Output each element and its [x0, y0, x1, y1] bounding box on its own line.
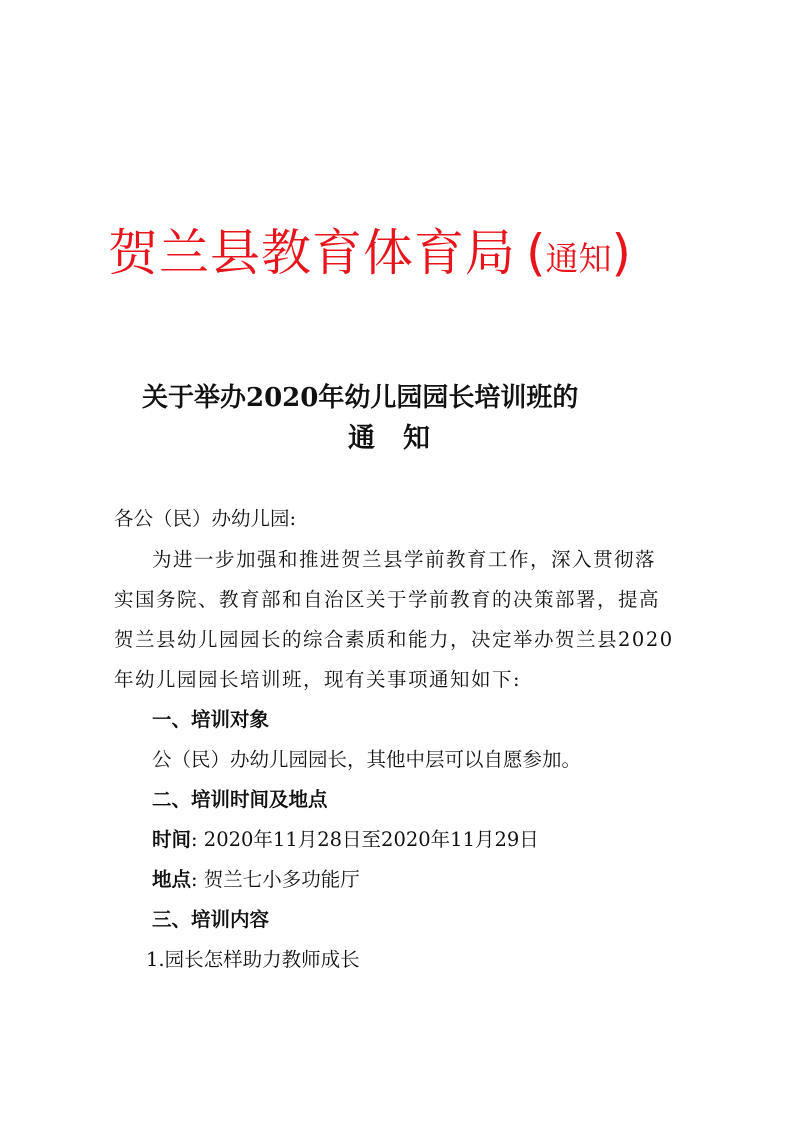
close-paren: ): [611, 224, 632, 282]
intro-line-2: 实国务院、教育部和自治区关于学前教育的决策部署，提高: [114, 588, 661, 611]
document-title-line-1: 关于举办2020年幼儿园园长培训班的: [142, 383, 579, 413]
doc-type-label: 通知: [545, 239, 612, 278]
intro-line-1: 为进一步加强和推进贺兰县学前教育工作，深入贯彻落: [152, 548, 657, 571]
open-paren: (: [526, 224, 546, 282]
time-label: 时间: [152, 828, 192, 851]
section-heading-time-place: 二、培训时间及地点: [152, 788, 328, 811]
salutation: 各公（民）办幼儿园:: [114, 507, 297, 530]
intro-line-3: 贺兰县幼儿园园长的综合素质和能力，决定举办贺兰县2020: [114, 628, 674, 651]
place-value: : 贺兰七小多功能厅: [191, 868, 360, 891]
place-line: [152, 870, 732, 890]
intro-line-4: 年幼儿园园长培训班，现有关事项通知如下:: [114, 668, 522, 691]
section-heading-training-content: 三、培训内容: [152, 908, 270, 931]
time-line: [152, 830, 732, 850]
document-title-line-2: 通知: [348, 423, 458, 454]
time-value: : 2020年11月28日至2020年11月29日: [191, 828, 539, 851]
issuing-office-header: [108, 224, 632, 282]
issuing-office-name: 贺兰县教育体育局: [108, 224, 516, 282]
place-label: 地点: [152, 868, 192, 891]
section-heading-training-targets: 一、培训对象: [152, 708, 270, 731]
training-targets-text: 公（民）办幼儿园园长，其他中层可以自愿参加。: [152, 748, 582, 771]
training-content-item-1: 1.园长怎样助力教师成长: [146, 948, 360, 971]
